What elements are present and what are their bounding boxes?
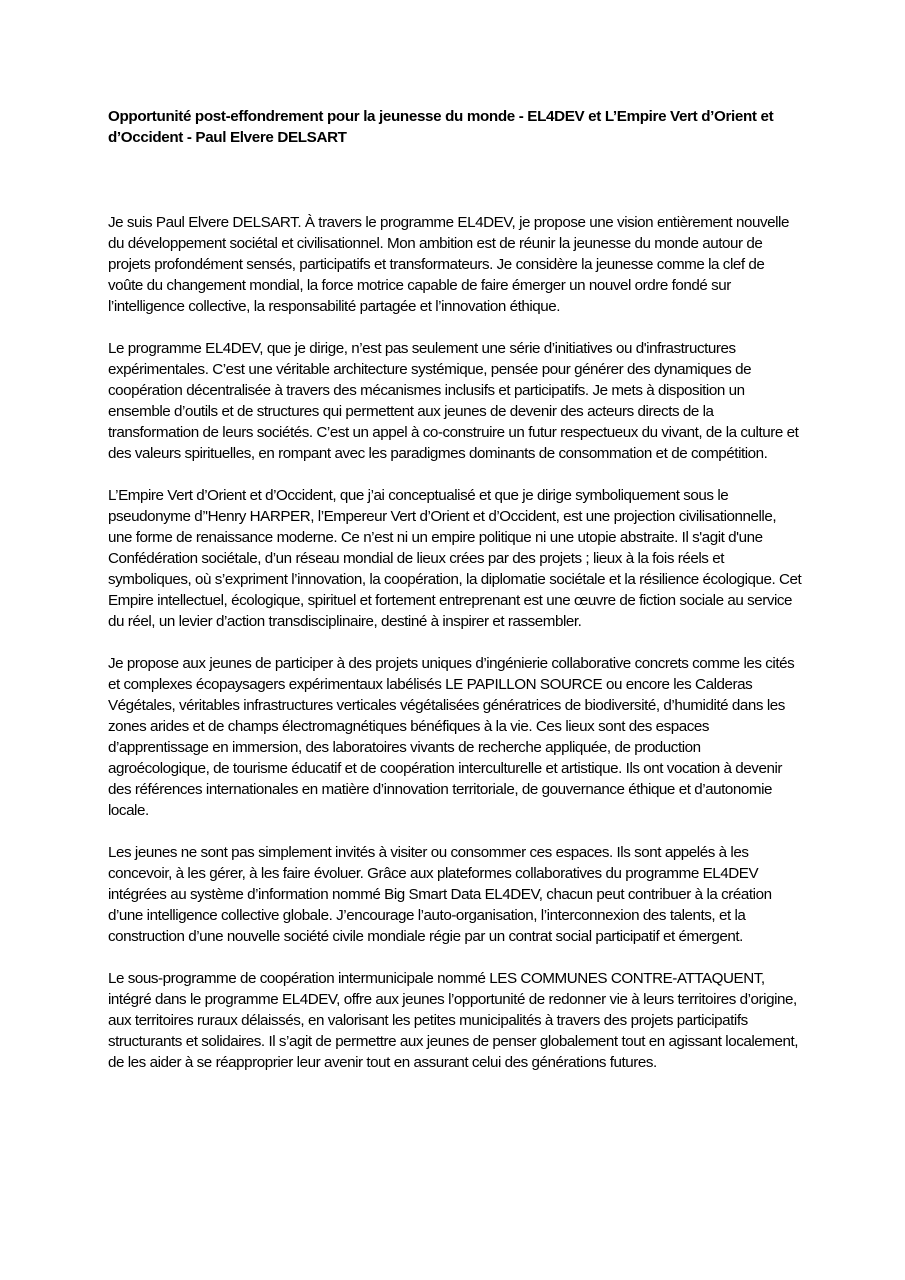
paragraph-el4dev-program: Le programme EL4DEV, que je dirige, n’est pas seulement une série d’initiatives ou d'infrastructures expérimentales. C’est une véritable architecture systémique, pensée pour générer des dynamiques de coopération décentralisée à travers des mécanismes inclusifs et participatifs. Je mets à disposition un ensemble d’outils et de structures qui permettent aux jeunes de devenir des acteurs directs de la transformation de leurs sociétés. C’est un appel à co-construire un futur respectueux du vivant, de la culture et des valeurs spirituelles, en rompant avec les paradigmes dominants de consommation et de compétition. xyxy=(108,340,799,462)
document-title: Opportunité post-effondrement pour la jeunesse du monde - EL4DEV et L’Empire Vert d’Orient et d’Occident - Paul Elvere DELSART xyxy=(108,108,774,146)
paragraph-green-empire: L’Empire Vert d’Orient et d’Occident, que j’ai conceptualisé et que je dirige symboliquement sous le pseudonyme d’'Henry HARPER, l’Empereur Vert d’Orient et d’Occident, est une projection civilisationnelle, une forme de renaissance moderne. Ce n’est ni un empire politique ni une utopie abstraite. Il s'agit d'une Confédération sociétale, d’un réseau mondial de lieux crées par des projets ; lieux à la fois réels et symboliques, où s’expriment l’innovation, la coopération, la diplomatie sociétale et la résilience écologique. Cet Empire intellectuel, écologique, spirituel et fortement entreprenant est une œuvre de fiction sociale au service du réel, un levier d’action transdisciplinaire, destiné à inspirer et rassembler. xyxy=(108,487,802,630)
paragraph-youth-participation: Les jeunes ne sont pas simplement invités à visiter ou consommer ces espaces. Ils sont appelés à les concevoir, à les gérer, à les faire évoluer. Grâce aux plateformes collaboratives du programme EL4DEV intégrées au système d’information nommé Big Smart Data EL4DEV, chacun peut contribuer à la création d’une intelligence collective globale. J’encourage l’auto-organisation, l’interconnexion des talents, et la construction d’une nouvelle société civile mondiale régie par un contrat social participatif et émergent. xyxy=(108,844,772,945)
paragraph-collaborative-projects: Je propose aux jeunes de participer à des projets uniques d’ingénierie collaborative concrets comme les cités et complexes écopaysagers expérimentaux labélisés LE PAPILLON SOURCE ou encore les Calderas Végétales, véritables infrastructures verticales végétalisées génératrices de biodiversité, d’humidité dans les zones arides et de champs électromagnétiques bénéfiques à la vie. Ces lieux sont des espaces d’apprentissage en immersion, des laboratoires vivants de recherche appliquée, de production agroécologique, de tourisme éducatif et de coopération interculturelle et artistique. Ils ont vocation à devenir des références internationales en matière d’innovation territoriale, de gouvernance éthique et d’autonomie locale. xyxy=(108,655,795,819)
paragraph-introduction: Je suis Paul Elvere DELSART. À travers le programme EL4DEV, je propose une vision entièrement nouvelle du développement sociétal et civilisationnel. Mon ambition est de réunir la jeunesse du monde autour de projets profondément sensés, participatifs et transformateurs. Je considère la jeunesse comme la clef de voûte du changement mondial, la force motrice capable de faire émerger un nouvel ordre fondé sur l’intelligence collective, la responsabilité partagée et l’innovation éthique. xyxy=(108,214,789,315)
paragraph-communes-contre-attaquent: Le sous-programme de coopération intermunicipale nommé LES COMMUNES CONTRE-ATTAQUENT, intégré dans le programme EL4DEV, offre aux jeunes l’opportunité de redonner vie à leurs territoires d’origine, aux territoires ruraux délaissés, en valorisant les petites municipalités à travers des projets participatifs structurants et solidaires. Il s’agit de permettre aux jeunes de penser globalement tout en agissant localement, de les aider à se réapproprier leur avenir tout en assurant celui des générations futures. xyxy=(108,970,798,1071)
document-body xyxy=(108,212,803,1094)
